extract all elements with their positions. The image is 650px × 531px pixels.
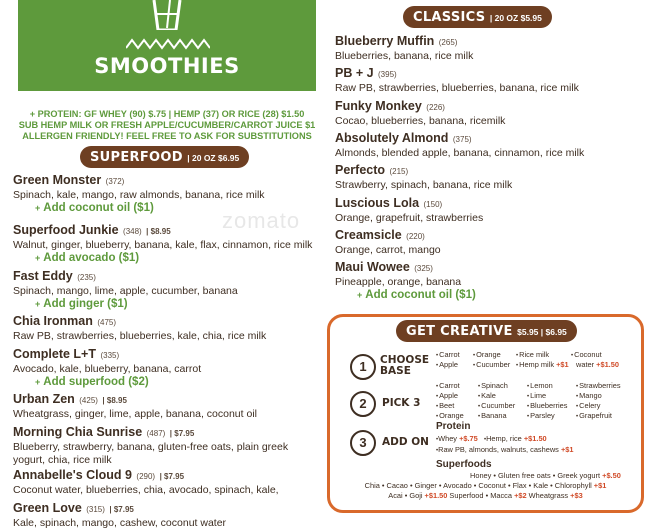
item-name: Annabelle's Cloud 9 [13,468,132,482]
banner-title: SMOOTHIES [94,54,240,78]
pick-option: •Orange [436,411,464,420]
item-name: Luscious Lola [335,196,420,210]
pick-option: •Blueberries [527,401,568,410]
item-calories: (315) [86,505,105,514]
menu-item [13,499,226,530]
item-calories: (372) [105,177,125,186]
zigzag-divider-icon [126,38,210,50]
item-addon: + Add coconut oil ($1) [35,202,154,214]
item-desc: Orange, carrot, mango [335,244,441,256]
base-option: •Apple [436,360,459,369]
item-calories: (226) [426,103,445,112]
item-name: Green Love [13,501,82,515]
item-desc: Coconut water, blueberries, chia, avocado, spinach, kale, [13,484,279,496]
pick-option: •Spinach [478,381,508,390]
item-name: Absolutely Almond [335,131,449,145]
base-option: •Hemp milk +$1 [516,360,569,369]
item-calories: (150) [423,200,443,209]
base-option: water +$1.50 [576,360,619,369]
item-desc: Walnut, ginger, blueberry, banana, kale, flax, cinnamon, rice milk [13,239,313,251]
item-calories: (487) [146,429,166,438]
classics-price: | 20 OZ $5.95 [489,13,542,23]
item-desc: Kale, spinach, mango, cashew, coconut water [13,517,227,529]
menu-item [335,194,483,225]
item-desc: Orange, grapefruit, strawberries [335,212,484,224]
item-name: PB + J [335,66,374,80]
superfood-header [80,146,249,168]
item-price: | $7.95 [159,472,185,481]
glass-icon [148,0,186,30]
menu-item [13,312,266,343]
item-desc: Raw PB, strawberries, blueberries, banana, rice milk [335,82,579,94]
step-number: 3 [350,430,376,456]
item-name: Superfood Junkie [13,223,119,237]
item-desc: Blueberry, strawberry, banana, gluten-free oats, plain greek [13,441,289,453]
pick-option: •Kale [478,391,496,400]
item-name: Creamsicle [335,228,402,242]
item-desc: Blueberries, banana, rice milk [335,50,474,62]
item-calories: (475) [97,318,117,327]
menu-item [335,161,512,192]
item-calories: (215) [389,167,409,176]
item-calories: (425) [79,396,98,405]
base-option: •Cucumber [473,360,511,369]
item-desc-cont: yogurt, chia, rice milk [13,454,112,466]
item-name: Funky Monkey [335,99,422,113]
item-addon: + Add ginger ($1) [35,298,128,310]
note-sub: SUB HEMP MILK OR FRESH APPLE/CUCUMBER/CARROT JUICE $1 [18,120,316,130]
item-name: Morning Chia Sunrise [13,425,143,439]
plus-icon: + [35,203,41,213]
menu-item [13,466,279,497]
item-addon: + Add avocado ($1) [35,252,140,264]
item-desc: Strawberry, spinach, banana, rice milk [335,179,513,191]
pick-option: •Lemon [527,381,553,390]
superfoods-line: Chia • Cacao • Ginger • Avocado • Coconut • Flax • Kale • Chlorophyll +$1 [364,481,607,490]
item-price: | $7.95 [109,505,134,514]
item-calories: (395) [378,70,397,79]
pick-option: •Mango [576,391,602,400]
superfoods-line: Honey • Gluten free oats • Greek yogurt +$.50 [470,471,621,480]
menu-item [13,423,288,467]
pick-option: •Celery [576,401,601,410]
item-desc: Almonds, blended apple, banana, cinnamon, rice milk [335,147,585,159]
pick-option: •Strawberries [576,381,621,390]
watermark-text: zomato [222,208,301,233]
plus-icon: + [35,299,41,309]
step-label: ADD ON [382,436,429,448]
smoothies-banner [18,0,316,91]
item-addon: + Add coconut oil ($1) [357,289,476,301]
superfood-price: | 20 OZ $6.95 [187,153,240,163]
protein-line: •Raw PB, almonds, walnuts, cashews +$1 [436,445,574,454]
item-name: Blueberry Muffin [335,34,435,48]
pick-option: •Apple [436,391,459,400]
step-label: CHOOSE BASE [380,354,430,377]
item-price: | $8.95 [102,396,127,405]
superfood-title: SUPERFOOD [90,150,183,165]
item-name: Chia Ironman [13,314,93,328]
item-desc: Spinach, kale, mango, raw almonds, banana, rice milk [13,189,265,201]
item-calories: (235) [77,273,96,282]
item-desc: Spinach, mango, lime, apple, cucumber, banana [13,285,238,297]
step-number: 2 [350,391,376,417]
classics-title: CLASSICS [413,10,486,25]
item-name: Maui Wowee [335,260,410,274]
menu-item [13,267,238,310]
item-name: Urban Zen [13,392,75,406]
item-name: Perfecto [335,163,386,177]
pick-option: •Grapefruit [576,411,612,420]
item-desc: Raw PB, strawberries, blueberries, kale, chia, rice milk [13,330,267,342]
item-calories: (335) [100,351,120,360]
classics-header [403,6,552,28]
menu-item [335,258,476,301]
get-creative-price: $5.95 | $6.95 [517,327,567,337]
pick-option: •Lime [527,391,547,400]
pick-option: •Cucumber [478,401,516,410]
pick-option: •Beet [436,401,455,410]
protein-line: •Whey +$.75 •Hemp, rice +$1.50 [436,434,547,443]
item-calories: (265) [438,38,458,47]
item-calories: (348) [123,227,142,236]
step-number: 1 [350,354,376,380]
menu-item [335,226,441,257]
plus-icon: + [357,290,363,300]
item-calories: (290) [136,472,156,481]
base-option: •Rice milk [516,350,550,359]
item-name: Green Monster [13,173,102,187]
base-option: •Carrot [436,350,460,359]
item-addon: + Add superfood ($2) [35,376,149,388]
pick-option: •Banana [478,411,507,420]
note-allergen: ALLERGEN FRIENDLY! FEEL FREE TO ASK FOR SUBSTITUTIONS [22,131,312,141]
get-creative-box [327,314,644,513]
item-calories: (325) [414,264,433,273]
item-calories: (375) [452,135,472,144]
pick-option: •Carrot [436,381,460,390]
item-price: | $7.95 [169,429,195,438]
plus-icon: + [35,377,41,387]
get-creative-header [396,320,577,342]
note-protein: + PROTEIN: GF WHEY (90) $.75 | HEMP (37) OR RICE (28) $1.50 [29,109,305,119]
item-desc: Wheatgrass, ginger, lime, apple, banana, coconut oil [13,408,257,420]
pick-option: •Parsley [527,411,555,420]
item-price: | $8.95 [146,227,171,236]
menu-item [335,64,579,95]
base-option: •Coconut [571,350,602,359]
superfoods-line: Acai • Goji +$1.50 Superfood • Macca +$2 Wheatgrass +$3 [388,491,583,500]
base-option: •Orange [473,350,501,359]
protein-title: Protein [436,421,471,432]
menu-item [13,345,201,388]
menu-item [335,129,584,160]
menu-item [13,390,257,421]
step-label: PICK 3 [382,397,421,409]
menu-item [335,97,505,128]
item-calories: (220) [406,232,425,241]
item-desc: Avocado, kale, blueberry, banana, carrot [13,363,202,375]
menu-item [335,32,473,63]
item-desc: Cocao, blueberries, banana, ricemilk [335,115,506,127]
item-name: Fast Eddy [13,269,73,283]
item-desc: Pineapple, orange, banana [335,276,462,288]
get-creative-title: GET CREATIVE [406,324,513,339]
plus-icon: + [35,253,41,263]
superfoods-title: Superfoods [436,459,492,470]
item-name: Complete L+T [13,347,96,361]
